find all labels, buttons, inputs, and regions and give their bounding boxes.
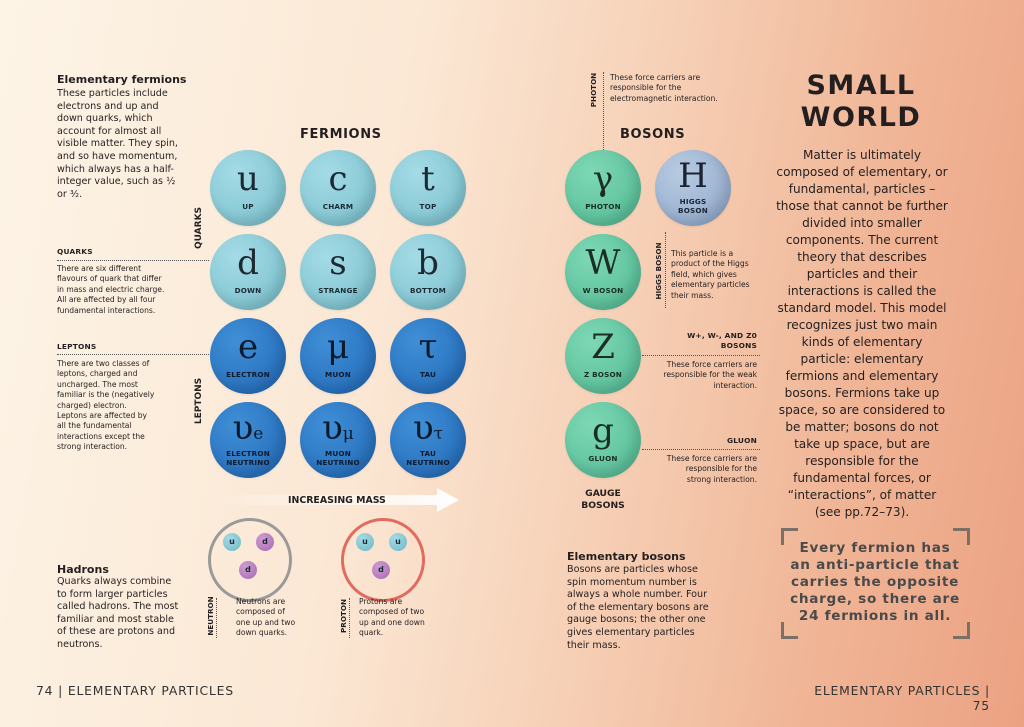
quarks-note-title: QUARKS	[57, 247, 93, 256]
particle-symbol: e	[237, 327, 259, 367]
higgs-note-label: HIGGS BOSON	[654, 242, 663, 300]
neutron-text: Neutrons are composed of one up and two down quarks.	[236, 597, 296, 638]
footer-left: 74 | ELEMENTARY PARTICLES	[36, 683, 234, 698]
particle-w-boson	[565, 234, 641, 310]
particle-up	[210, 150, 286, 226]
wz-note-text: These force carriers are responsible for the weak interaction.	[663, 360, 757, 390]
particle-name: MUON	[325, 370, 351, 379]
particle-name: HIGGS BOSON	[678, 197, 708, 215]
fermions-intro-title: Elementary fermions	[57, 73, 187, 86]
particle-symbol: υτ	[412, 408, 444, 448]
particle-gluon	[565, 402, 641, 478]
bosons-title: BOSONS	[620, 127, 686, 142]
leptons-note-text: There are two classes of leptons, charged and uncharged. The most familiar is the (negatively charged) electron. Leptons are affected by all the fundamental interactions except the strong interaction.	[57, 359, 155, 452]
particle-down	[210, 234, 286, 310]
particle-symbol: W	[585, 243, 621, 283]
bosons-intro-text: Bosons are particles whose spin momentum number is always a whole number. Four of the elementary bosons are gauge bosons; the other one gives elementary particles their mass.	[567, 564, 709, 651]
particle-symbol: τ	[418, 327, 438, 367]
neutron-line	[216, 598, 217, 638]
page-title: SMALL WORLD	[800, 70, 922, 133]
particle-name: MUON NEUTRINO	[316, 449, 360, 467]
particle-name: GLUON	[588, 454, 618, 463]
particle-symbol: b	[417, 243, 439, 283]
particle-photon	[565, 150, 641, 226]
wz-note-label: W+, W-, AND Z0 BOSONS	[687, 331, 757, 350]
photon-note-text: These force carriers are responsible for the electromagnetic interaction.	[610, 73, 718, 103]
higgs-note-text: This particle is a product of the Higgs field, which gives elementary particles their mass.	[671, 249, 750, 300]
neutron-up-quark: u	[223, 533, 241, 551]
quarks-note-line	[57, 260, 209, 261]
leptons-vertical-label: LEPTONS	[194, 377, 204, 425]
photon-note-line	[603, 72, 604, 150]
particle-symbol: υe	[232, 408, 264, 448]
particle-charm	[300, 150, 376, 226]
particle-name: STRANGE	[318, 286, 358, 295]
particle-symbol: t	[421, 159, 435, 199]
particle-name: TAU NEUTRINO	[406, 449, 450, 467]
particle-strange	[300, 234, 376, 310]
particle-muon	[300, 318, 376, 394]
particle-name: UP	[242, 202, 254, 211]
proton-line	[349, 598, 350, 638]
fermions-title: FERMIONS	[300, 127, 382, 142]
neutron-ring	[208, 518, 292, 602]
higgs-note-line	[665, 232, 666, 308]
bosons-intro-title: Elementary bosons	[567, 550, 686, 563]
footer-right: ELEMENTARY PARTICLES | 75	[814, 683, 990, 713]
proton-label: PROTON	[339, 599, 348, 633]
proton-up-quark: u	[389, 533, 407, 551]
gluon-note-line	[642, 449, 760, 450]
particle-symbol: d	[237, 243, 259, 283]
particle-name: TOP	[419, 202, 437, 211]
fermions-intro-text: These particles include electrons and up and down quarks, which account for almost all visible matter. They spin, and so have momentum, which always has a half-integer value, such as ½ or ³⁄₂.	[57, 88, 178, 200]
quarks-note-text: There are six different flavours of quark that differ in mass and electric charge. All are affected by all four fundamental interactions.	[57, 264, 165, 315]
particle-name: Z BOSON	[583, 370, 622, 379]
proton-ring	[341, 518, 425, 602]
neutron-down-quark: d	[239, 561, 257, 579]
particle-bottom	[390, 234, 466, 310]
particle-tau	[390, 318, 466, 394]
leptons-note-line	[57, 354, 209, 355]
particle-name: CHARM	[322, 202, 354, 211]
particle-symbol: s	[329, 243, 347, 283]
particle-symbol: H	[678, 156, 708, 196]
particle-name: ELECTRON	[226, 370, 270, 379]
particle-symbol: υμ	[322, 408, 354, 448]
gauge-bosons-label: GAUGE BOSONS	[581, 488, 625, 511]
gluon-note-text: These force carriers are responsible for the strong interaction.	[666, 454, 757, 484]
particle-z-boson	[565, 318, 641, 394]
particle-top	[390, 150, 466, 226]
neutron-down-quark: d	[256, 533, 274, 551]
particle-muon-neutrino	[300, 402, 376, 478]
particle-symbol: Z	[591, 327, 615, 367]
particle-name: ELECTRON NEUTRINO	[226, 449, 270, 467]
wz-note-line	[642, 355, 760, 356]
hadrons-text: Quarks always combine to form larger particles called hadrons. The most familiar and most stable of these are protons and neutrons.	[57, 576, 179, 650]
particle-symbol: g	[592, 411, 614, 451]
particle-name: TAU	[419, 370, 437, 379]
particle-name: W BOSON	[582, 286, 624, 295]
particle-name: BOTTOM	[409, 286, 447, 295]
proton-text: Protons are composed of two up and one down quark.	[359, 597, 425, 638]
particle-tau-neutrino	[390, 402, 466, 478]
gluon-note-label: GLUON	[727, 436, 757, 445]
particle-symbol: c	[328, 159, 348, 199]
quarks-vertical-label: QUARKS	[194, 206, 204, 249]
particle-name: DOWN	[234, 286, 262, 295]
proton-down-quark: d	[372, 561, 390, 579]
pull-quote: Every fermion has an anti-particle that carries the opposite charge, so there are 24 fermions in all.	[790, 540, 960, 624]
particle-electron	[210, 318, 286, 394]
hadrons-title: Hadrons	[57, 563, 109, 576]
proton-up-quark: u	[356, 533, 374, 551]
particle-symbol: u	[237, 159, 259, 199]
particle-symbol: γ	[592, 159, 614, 199]
intro-text: Matter is ultimately composed of elementary, or fundamental, particles – those that cannot be further divided into smaller components. The current theory that describes particles and their interactions is called the standard model. This model recognizes just two main kinds of elementary particle: elementary fermions and elementary bosons. Fermions take up space, so are considered to be matter; bosons do not take up space, but are responsible for the fundamental forces, or “interactions”, of matter (see pp.72–73).	[776, 148, 948, 519]
increasing-mass-label: INCREASING MASS	[288, 495, 386, 506]
particle-name: PHOTON	[585, 202, 621, 211]
photon-note-label: PHOTON	[589, 72, 598, 108]
leptons-note-title: LEPTONS	[57, 342, 97, 351]
particle-symbol: μ	[326, 327, 350, 367]
neutron-label: NEUTRON	[206, 596, 215, 636]
particle-higgs	[655, 150, 731, 226]
particle-electron-neutrino	[210, 402, 286, 478]
